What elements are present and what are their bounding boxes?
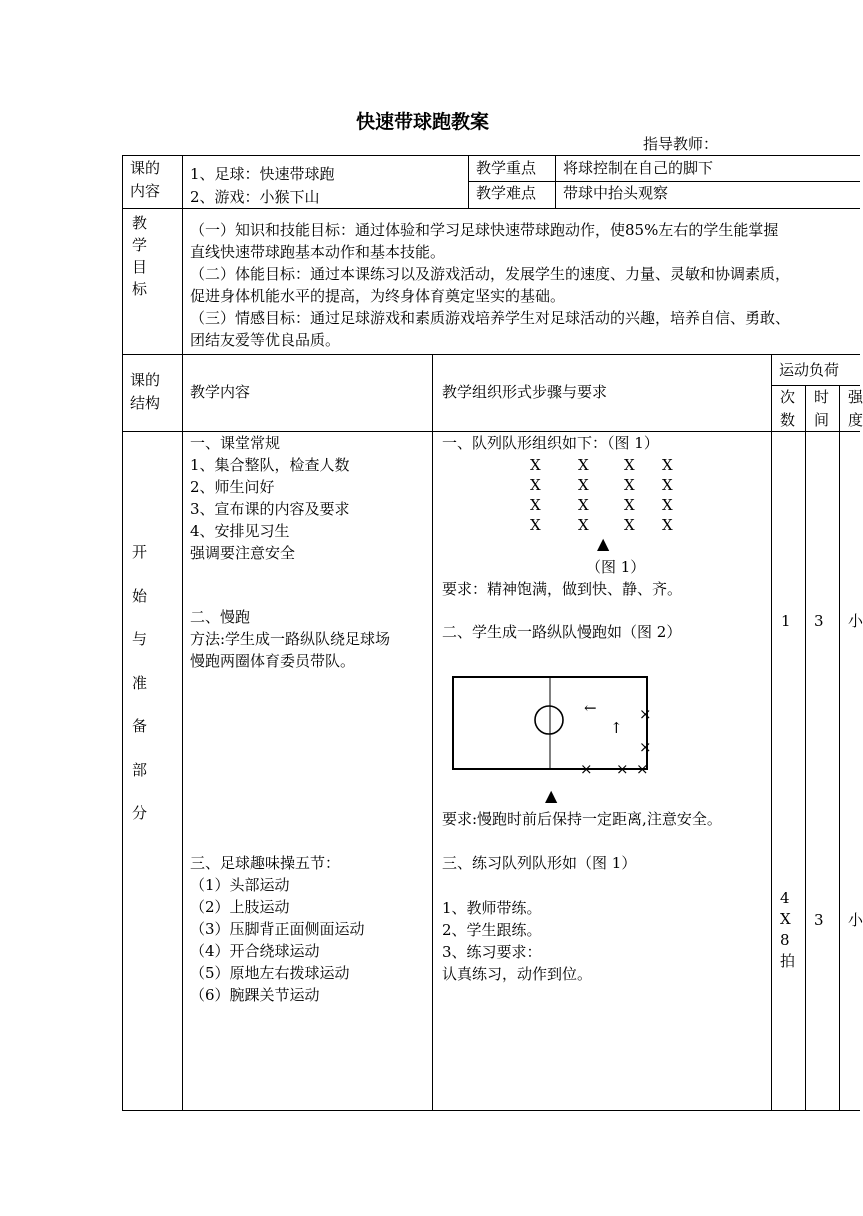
- formation-x: X: [662, 496, 673, 514]
- fig1-caption: （图 1）: [586, 558, 646, 576]
- drill-title: 三、练习队列队形如（图 1）: [442, 854, 637, 872]
- header-times: 次 数: [780, 388, 796, 429]
- drill-steps: 1、教师带练。 2、学生跟练。 3、练习要求： 认真练习，动作到位。: [442, 899, 593, 983]
- focus-label: 教学重点: [476, 159, 537, 177]
- objectives-text: （一）知识和技能目标：通过体验和学习足球快速带球跑动作，使85%左右的学生能掌握 直线快速带球跑基本动作和基本技能。 （二）体能目标：通过本课练习以及游戏活动，发展学生的速度、力量、灵敏和协调素质， 促进身体机能水平的提高，为终身体育奠定坚实的基础。 （三）情感目标：通过足球游戏和素质游戏培养学生对足球活动的兴趣，培养自信、勇敢、 团结友爱等优良品质。: [190, 221, 791, 349]
- runner-marker-icon: ×: [616, 760, 629, 778]
- formation-x: X: [578, 476, 589, 494]
- section-label: 开 始 与 准 备 部 分: [132, 543, 148, 822]
- arrow-left-icon: ←: [584, 699, 597, 717]
- formation-x: X: [530, 516, 541, 534]
- arrow-up-icon: ↑: [610, 719, 623, 737]
- formation-x: X: [530, 476, 541, 494]
- jog-title: 二、学生成一路纵队慢跑如（图 2）: [442, 623, 682, 641]
- load-intensity-2: 小: [848, 911, 863, 929]
- load-duration-2: 3: [814, 911, 824, 929]
- load-duration-1: 3: [814, 612, 824, 630]
- requirement-1: 要求：精神饱满，做到快、静、齐。: [442, 580, 683, 598]
- focus-value: 将球控制在自己的脚下: [563, 159, 714, 177]
- teacher-triangle-icon: ▲: [545, 786, 558, 805]
- difficulty-label: 教学难点: [476, 184, 537, 202]
- formation-x: X: [578, 496, 589, 514]
- header-intensity: 强 度: [848, 388, 863, 429]
- formation-x: X: [662, 476, 673, 494]
- runner-marker-icon: ×: [639, 738, 652, 756]
- course-content-label: 课的 内容: [130, 159, 161, 200]
- course-content-items: [190, 163, 335, 209]
- formation-x: X: [624, 476, 635, 494]
- formation-x: X: [530, 456, 541, 474]
- teacher-triangle-icon: ▲: [597, 534, 610, 553]
- load-times-1: 1: [781, 612, 791, 630]
- formation-x: X: [624, 516, 635, 534]
- formation-x: X: [662, 516, 673, 534]
- difficulty-value: 带球中抬头观察: [563, 184, 669, 202]
- course-item: 1、足球：快速带球跑: [190, 165, 335, 183]
- runner-marker-icon: ×: [636, 760, 649, 778]
- runner-marker-icon: ×: [639, 705, 652, 723]
- page-title: 快速带球跑教案: [356, 111, 490, 133]
- header-organization: 教学组织形式步骤与要求: [442, 383, 608, 401]
- header-duration: 时 间: [814, 388, 830, 429]
- runner-marker-icon: ×: [580, 760, 593, 778]
- content-block-exercises: 三、足球趣味操五节： （1）头部运动 （2）上肢运动 （3）压脚背正面侧面运动 （4）开合绕球运动 （5）原地左右拨球运动 （6）腕踝关节运动: [190, 854, 365, 1004]
- formation-x: X: [578, 456, 589, 474]
- content-block-jog: 二、慢跑 方法:学生成一路纵队绕足球场 慢跑两圈体育委员带队。: [190, 608, 391, 670]
- teacher-label: 指导教师：: [643, 135, 719, 153]
- content-block-routine: 一、课堂常规 1、集合整队，检查人数 2、师生问好 3、宣布课的内容及要求 4、安排见习生 强调要注意安全: [190, 434, 350, 562]
- load-times-2: 4 X 8 拍: [780, 889, 796, 970]
- formation-x: X: [530, 496, 541, 514]
- header-exercise-load: 运动负荷: [779, 361, 840, 379]
- requirement-2: 要求:慢跑时前后保持一定距离,注意安全。: [442, 810, 722, 828]
- objectives-label: 教 学 目 标: [132, 214, 148, 298]
- load-intensity-1: 小: [848, 612, 863, 630]
- formation-x: X: [624, 496, 635, 514]
- formation-x: X: [624, 456, 635, 474]
- structure-header-label: 课的 结构: [130, 371, 161, 412]
- formation-title: 一、队列队形组织如下：（图 1）: [442, 434, 659, 452]
- formation-x: X: [578, 516, 589, 534]
- header-teaching-content: 教学内容: [190, 383, 251, 401]
- field-diagram: [450, 674, 654, 780]
- course-item: 2、游戏：小猴下山: [190, 188, 320, 206]
- center-circle-icon: [535, 706, 563, 734]
- formation-x: X: [662, 456, 673, 474]
